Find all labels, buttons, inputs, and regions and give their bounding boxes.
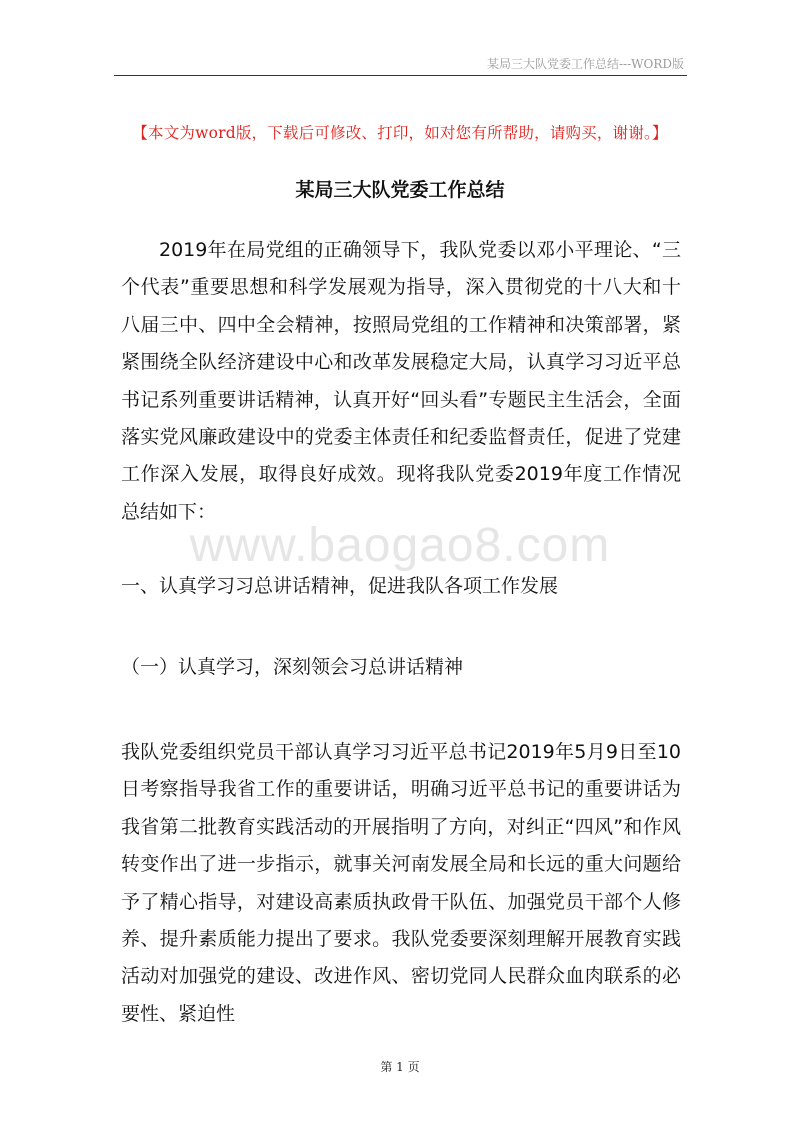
- document-title: 某局三大队党委工作总结: [295, 179, 505, 201]
- section-heading-1: 一、认真学习习总讲话精神，促进我队各项工作发展: [121, 575, 559, 597]
- running-header: 某局三大队党委工作总结---WORD版: [487, 57, 684, 71]
- purchase-notice: 【本文为word版，下载后可修改、打印，如对您有所帮助，请购买，谢谢。】: [132, 124, 668, 142]
- page-number: 第 1 页: [380, 1060, 420, 1074]
- body-paragraph: 我队党委组织党员干部认真学习习近平总书记2019年5月9日至10日考察指导我省工作的重要讲话，明确习近平总书记的重要讲话为我省第二批教育实践活动的开展指明了方向，对纠正“四风”和作风转变作出了进一步指示，就事关河南发展全局和长远的重大问题给予了精心指导，对建设高素质执政骨干队伍、加强党员干部个人修养、提升素质能力提出了要求。我队党委要深刻理解开展教育实践活动对加强党的建设、改进作风、密切党同人民群众血肉联系的必要性、紧迫性: [121, 741, 681, 1025]
- intro-paragraph: 2019年在局党组的正确领导下，我队党委以邓小平理论、“三个代表”重要思想和科学发展观为指导，深入贯彻党的十八大和十八届三中、四中全会精神，按照局党组的工作精神和决策部署，紧紧围绕全队经济建设中心和改革发展稳定大局，认真学习习近平总书记系列重要讲话精神，认真开好“回头看”专题民主生活会，全面落实党风廉政建设中的党委主体责任和纪委监督责任，促进了党建工作深入发展，取得良好成效。现将我队党委2019年度工作情况总结如下：: [121, 239, 681, 523]
- header-divider: [114, 75, 687, 76]
- site-watermark: www.baogao8.com: [189, 519, 611, 572]
- subsection-heading-1: （一）认真学习，深刻领会习总讲话精神: [121, 656, 464, 678]
